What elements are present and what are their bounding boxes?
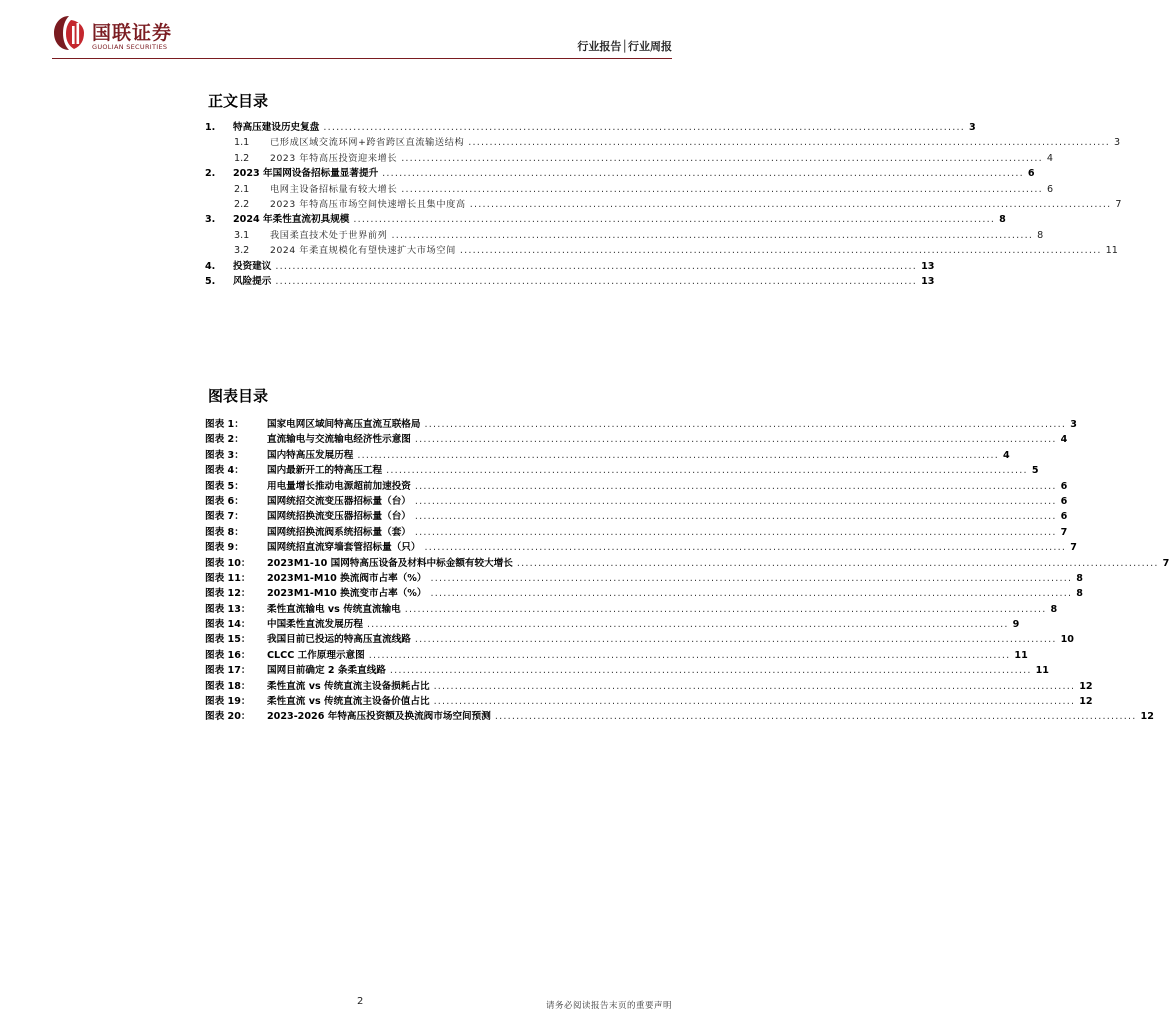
dot-leader [431,571,1073,586]
entry-page: 7 [1115,198,1122,210]
entry-title: 风险提示 [233,275,272,287]
entry-number: 图表 8： [205,526,244,538]
entry-number: 图表 11： [205,572,251,584]
entry-number: 1. [205,122,216,133]
entry-page: 3 [1070,419,1077,430]
entry-title: 我国柔直技术处于世界前列 [270,229,388,241]
toc-subentry[interactable] [205,243,1118,258]
entry-number: 图表 3： [205,449,244,461]
page-number: 2 [357,996,364,1007]
table-of-contents [205,120,1122,289]
entry-number: 3.1 [234,229,250,241]
entry-title: 我国目前已投运的特高压直流线路 [267,634,411,646]
entry-page: 7 [1060,526,1068,538]
dot-leader [401,182,1043,197]
toc-entry[interactable] [205,120,976,135]
dot-leader [386,463,1028,478]
entry-page: 12 [1079,680,1093,692]
header-divider [52,58,672,59]
entry-number: 图表 13： [205,603,251,615]
entry-page: 8 [1037,229,1044,241]
entry-page: 3 [969,122,976,133]
entry-title: 国网目前确定 2 条柔直线路 [267,665,386,677]
entry-page: 12 [1079,696,1093,708]
entry-number: 图表 4： [205,465,244,477]
entry-number: 2. [205,168,216,180]
entry-page: 11 [1035,665,1049,677]
figure-entry[interactable] [205,556,1169,571]
figures-heading: 图表目录 [208,387,269,405]
logo-chinese-name: 国联证券 [92,22,173,44]
dot-leader [415,525,1057,540]
dot-leader [367,617,1009,632]
entry-number: 图表 18： [205,680,251,692]
entry-number: 1.2 [234,152,250,164]
entry-title: 直流输电与交流输电经济性示意图 [267,434,411,446]
entry-title: 国网统招换流变压器招标量（台） [267,511,411,523]
dot-leader [415,494,1057,509]
dot-leader [275,274,917,289]
entry-number: 图表 17： [205,665,251,677]
entry-number: 图表 20： [205,711,251,723]
entry-page: 8 [999,214,1006,226]
entry-page: 6 [1046,183,1054,195]
entry-number: 图表 9： [205,542,244,554]
entry-number: 图表 1： [205,419,244,430]
entry-page: 6 [1027,168,1035,180]
figure-entry[interactable] [205,571,1083,586]
entry-title: 国家电网区域间特高压直流互联格局 [267,419,421,430]
entry-number: 5. [205,275,216,287]
dot-leader [425,417,1067,432]
entry-page: 11 [1014,649,1028,661]
entry-page: 13 [921,275,935,287]
dot-leader [390,663,1032,678]
entry-page: 6 [1060,480,1068,492]
entry-page: 7 [1070,542,1077,554]
entry-title: 2023 年特高压市场空间快速增长且集中度高 [270,198,466,210]
entry-title: 用电量增长推动电源超前加速投资 [267,480,411,492]
figure-entry[interactable] [205,479,1068,494]
dot-leader [275,259,917,274]
dot-leader [470,197,1112,212]
entry-title: 柔性直流输电 vs 传统直流输电 [267,603,401,615]
dot-leader [460,243,1102,258]
entry-number: 2.2 [234,198,250,210]
entry-title: CLCC 工作原理示意图 [267,649,365,661]
company-logo [52,14,192,56]
entry-title: 国网统招换流阀系统招标量（套） [267,526,411,538]
dot-leader [434,679,1076,694]
figure-entry[interactable] [205,632,1074,647]
guolian-logo-icon [52,14,86,52]
figure-entry[interactable] [205,448,1010,463]
toc-heading: 正文目录 [208,92,269,110]
figure-entry[interactable] [205,463,1039,478]
entry-page: 9 [1012,619,1020,631]
entry-title: 2023-2026 年特高压投资额及换流阀市场空间预测 [267,711,491,723]
figure-entry[interactable] [205,617,1020,632]
entry-page: 5 [1031,465,1039,477]
toc-subentry[interactable] [205,151,1053,166]
dot-leader [434,694,1076,709]
toc-subentry[interactable] [205,197,1122,212]
dot-leader [468,135,1110,150]
entry-number: 图表 14： [205,619,251,631]
entry-number: 4. [205,260,216,272]
entry-page: 8 [1076,572,1083,584]
entry-title: 电网主设备招标量有较大增长 [270,183,398,195]
entry-page: 4 [1003,449,1010,461]
entry-number: 图表 10： [205,557,251,569]
entry-title: 2024 年柔直规模化有望快速扩大市场空间 [270,245,456,257]
report-type-label: 行业报告│行业周报 [577,40,672,53]
entry-title: 2023 年国网设备招标量显著提升 [233,168,379,180]
dot-leader [415,509,1057,524]
page-header [0,0,724,64]
dot-leader [495,709,1137,724]
entry-title: 国内特高压发展历程 [267,449,354,461]
dot-leader [401,151,1043,166]
dot-leader [357,448,999,463]
entry-number: 图表 6： [205,495,244,507]
dot-leader [369,648,1011,663]
toc-entry[interactable] [205,274,935,289]
figure-entry[interactable] [205,648,1028,663]
entry-page: 7 [1162,557,1169,569]
figure-entry[interactable] [205,417,1077,432]
dot-leader [353,212,995,227]
entry-page: 3 [1113,137,1121,149]
entry-title: 2023M1-M10 换流变市占率（%） [267,588,427,600]
figure-entry[interactable] [205,494,1068,509]
entry-number: 图表 2： [205,434,244,446]
entry-title: 柔性直流 vs 传统直流主设备损耗占比 [267,680,430,692]
figure-entry[interactable] [205,709,1154,724]
toc-subentry[interactable] [205,135,1121,150]
dot-leader [382,166,1024,181]
dot-leader [425,540,1067,555]
figure-entry[interactable] [205,540,1077,555]
disclaimer-note: 请务必阅读报告末页的重要声明 [545,1001,672,1011]
entry-page: 8 [1076,588,1083,600]
toc-subentry[interactable] [205,228,1044,243]
entry-page: 4 [1046,152,1053,164]
entry-page: 10 [1060,634,1074,646]
entry-page: 6 [1060,511,1068,523]
entry-page: 4 [1060,434,1068,446]
entry-title: 特高压建设历史复盘 [233,122,320,133]
entry-number: 图表 19： [205,696,251,708]
entry-title: 2023M1-M10 换流阀市占率（%） [267,572,427,584]
entry-title: 已形成区域交流环网+跨省跨区直流输送结构 [270,137,465,149]
dot-leader [415,632,1057,647]
toc-entry[interactable] [205,166,1035,181]
entry-title: 柔性直流 vs 传统直流主设备价值占比 [267,696,430,708]
entry-title: 国网统招直流穿墙套管招标量（只） [267,542,421,554]
dot-leader [431,586,1073,601]
entry-number: 图表 12： [205,588,251,600]
toc-entry[interactable] [205,259,935,274]
entry-number: 1.1 [234,137,250,149]
figure-entry[interactable] [205,586,1083,601]
list-of-figures [205,417,1169,725]
dot-leader [405,602,1047,617]
entry-number: 2.1 [234,183,250,195]
figure-entry[interactable] [205,509,1068,524]
entry-title: 2023M1-10 国网特高压设备及材料中标金额有较大增长 [267,557,513,569]
entry-page: 6 [1060,495,1068,507]
dot-leader [415,479,1057,494]
toc-subentry[interactable] [205,182,1054,197]
entry-page: 13 [921,260,935,272]
figure-entry[interactable] [205,525,1068,540]
entry-title: 中国柔性直流发展历程 [267,619,363,631]
entry-title: 投资建议 [233,260,272,272]
entry-number: 图表 7： [205,511,244,523]
entry-page: 11 [1105,245,1118,257]
entry-number: 图表 5： [205,480,244,492]
figure-entry[interactable] [205,679,1093,694]
dot-leader [415,432,1057,447]
entry-title: 2023 年特高压投资迎来增长 [270,152,398,164]
toc-entry[interactable] [205,212,1006,227]
figure-entry[interactable] [205,432,1068,447]
figure-entry[interactable] [205,602,1058,617]
dot-leader [323,120,965,135]
logo-english-name: GUOLIAN SECURITIES [92,43,168,51]
entry-page: 8 [1050,603,1058,615]
entry-number: 图表 15： [205,634,251,646]
entry-number: 图表 16： [205,649,251,661]
entry-title: 国网统招交流变压器招标量（台） [267,495,411,507]
figure-entry[interactable] [205,663,1049,678]
entry-number: 3. [205,214,216,226]
figure-entry[interactable] [205,694,1093,709]
entry-title: 国内最新开工的特高压工程 [267,465,383,477]
entry-title: 2024 年柔性直流初具规模 [233,214,350,226]
entry-number: 3.2 [234,245,250,257]
dot-leader [517,556,1159,571]
entry-page: 12 [1140,711,1154,723]
dot-leader [391,228,1033,243]
